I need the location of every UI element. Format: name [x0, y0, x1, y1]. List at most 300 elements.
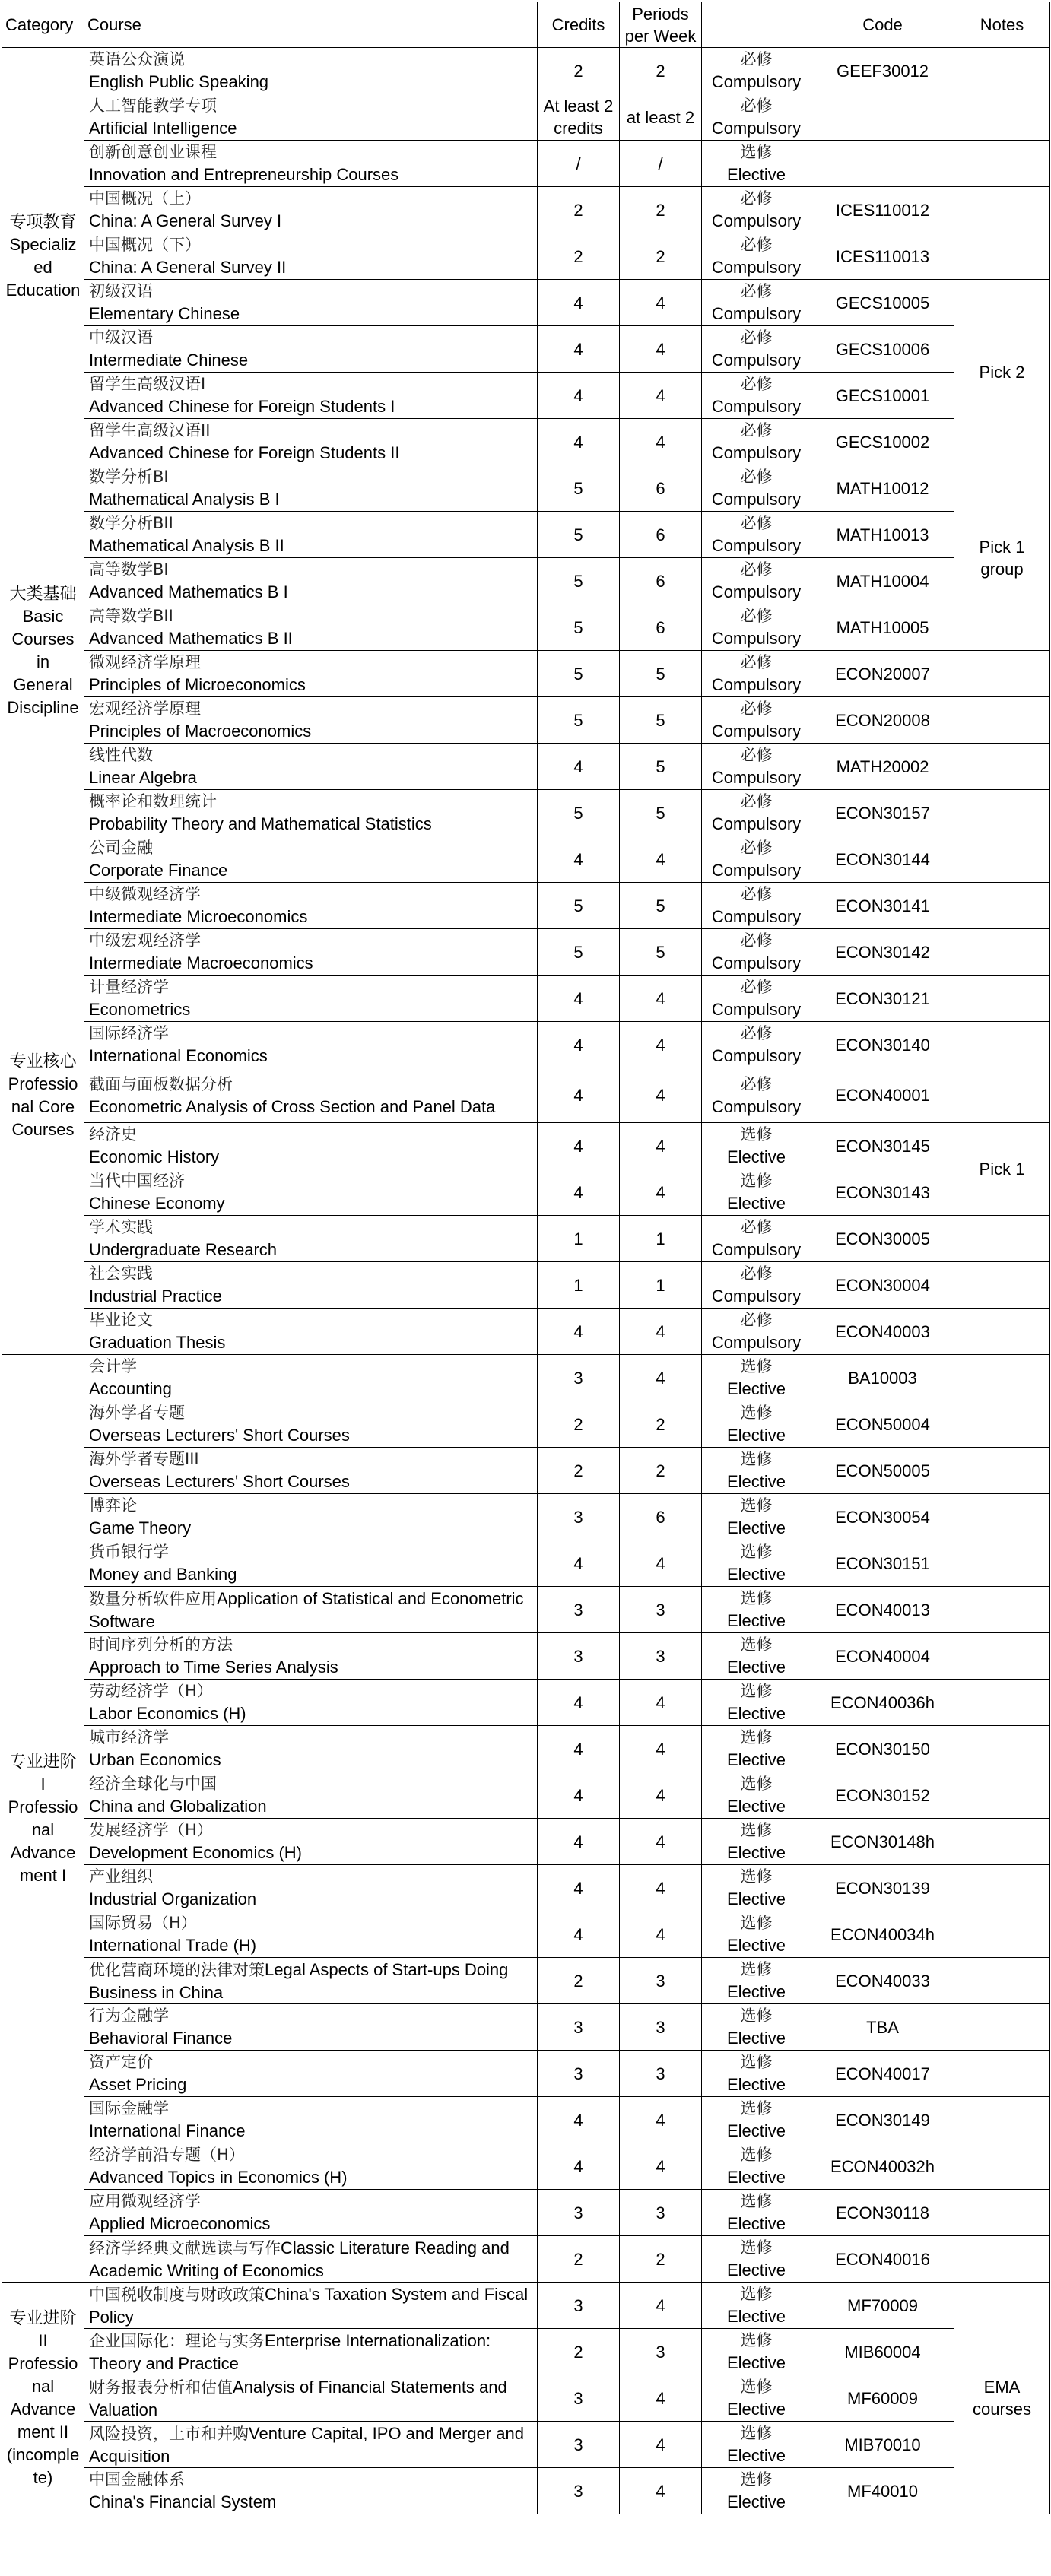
- course-type-cn: 选修: [740, 1589, 773, 1607]
- note-empty: [954, 790, 1050, 836]
- note-empty: [954, 2190, 1050, 2236]
- course-cell: [84, 744, 538, 790]
- credits-cell: 4: [538, 419, 620, 465]
- course-type-cell: [702, 1022, 811, 1068]
- course-type-en: Compulsory: [711, 629, 802, 648]
- course-type-cell: [702, 1540, 811, 1587]
- course-type-en: Compulsory: [711, 351, 802, 370]
- periods-cell: 4: [620, 2422, 702, 2468]
- course-type-cn: 选修: [740, 2378, 773, 2396]
- course-name-cn: 应用微观经济学: [89, 2192, 201, 2210]
- course-name-en: Behavioral Finance: [89, 2029, 233, 2048]
- category-label-line: 专业进阶: [9, 2308, 77, 2327]
- header-type: [702, 2, 811, 48]
- table-row: [2, 1262, 1050, 1309]
- table-row: [2, 1958, 1050, 2004]
- table-row: [2, 2283, 1050, 2329]
- course-type-en: Elective: [726, 1658, 786, 1677]
- course-name-cn: 人工智能教学专项: [89, 97, 217, 115]
- course-cell: [84, 976, 538, 1022]
- course-code-cell: GECS10006: [811, 326, 954, 373]
- course-code-cell: MATH10004: [811, 558, 954, 604]
- course-name-en: Principles of Microeconomics: [89, 675, 306, 694]
- table-row: [2, 1726, 1050, 1772]
- course-name-en: Undergraduate Research: [89, 1240, 278, 1259]
- credits-cell: 4: [538, 1123, 620, 1169]
- course-type-en: Compulsory: [711, 675, 802, 694]
- periods-cell: 4: [620, 976, 702, 1022]
- table-row: [2, 1772, 1050, 1819]
- course-type-en: Elective: [726, 1750, 786, 1769]
- course-cell: [84, 2190, 538, 2236]
- note-empty: [954, 651, 1050, 697]
- course-code-cell: ECON40032h: [811, 2143, 954, 2190]
- credits-cell: 4: [538, 2097, 620, 2143]
- course-type-cell: [702, 1587, 811, 1633]
- course-name-cn: 会计学: [89, 1357, 137, 1375]
- table-row: [2, 326, 1050, 373]
- course-name-cn: 企业国际化：理论与实务: [89, 2331, 265, 2350]
- table-row: [2, 48, 1050, 94]
- course-type-en: Elective: [726, 1194, 786, 1213]
- note-empty: [954, 2143, 1050, 2190]
- course-code-cell: ECON50004: [811, 1401, 954, 1448]
- course-name-en: China: A General Survey I: [89, 211, 282, 230]
- course-type-en: Elective: [726, 2075, 786, 2094]
- course-type-cn: 必修: [740, 607, 773, 625]
- course-type-cell: [702, 1958, 811, 2004]
- course-name-cn: 数量分析软件应用: [89, 1589, 217, 1608]
- course-name-en: Corporate Finance: [89, 861, 228, 880]
- course-type-cn: 必修: [740, 1311, 773, 1329]
- course-type-cell: [702, 512, 811, 558]
- header-periods: Periods per Week: [620, 2, 702, 48]
- course-name-en: Graduation Thesis: [89, 1333, 226, 1352]
- course-name: [89, 1959, 532, 2003]
- course-name-cn: 经济学经典文献选读与写作: [89, 2238, 281, 2257]
- course-type-en: Compulsory: [711, 211, 802, 230]
- course-type-cn: 选修: [740, 1635, 773, 1654]
- note-empty: [954, 1680, 1050, 1726]
- periods-cell: 4: [620, 280, 702, 326]
- course-cell: [84, 1401, 538, 1448]
- course-type-cell: [702, 2190, 811, 2236]
- course-type-cn: 选修: [740, 1821, 773, 1839]
- note-empty: [954, 1633, 1050, 1680]
- course-name-en: Advanced Topics in Economics (H): [89, 2168, 348, 2187]
- table-row: [2, 1022, 1050, 1068]
- course-code-cell: ECON40004: [811, 1633, 954, 1680]
- course-code-cell: GECS10005: [811, 280, 954, 326]
- course-type-cell: [702, 2143, 811, 2190]
- course-type-en: Elective: [726, 2029, 786, 2048]
- course-name-en: Labor Economics (H): [89, 1704, 246, 1723]
- course-name-en: Applied Microeconomics: [89, 2214, 271, 2233]
- course-name-cn: 城市经济学: [89, 1728, 169, 1746]
- table-row: [2, 2004, 1050, 2051]
- course-name-en: Venture Capital, IPO and Merger and Acquisition: [89, 2423, 524, 2466]
- note-ema: EMA courses: [954, 2283, 1050, 2514]
- course-type-cn: 选修: [740, 1496, 773, 1515]
- course-name: [89, 2237, 532, 2282]
- table-row: [2, 1169, 1050, 1216]
- course-cell: [84, 373, 538, 419]
- course-name-en: Overseas Lecturers' Short Courses: [89, 1472, 350, 1491]
- course-cell: [84, 1772, 538, 1819]
- course-name-en: Overseas Lecturers' Short Courses: [89, 1426, 350, 1445]
- category-basic-courses: [2, 465, 84, 836]
- course-cell: [84, 1216, 538, 1262]
- course-name-en: Advanced Mathematics B I: [89, 582, 288, 601]
- table-row: [2, 1309, 1050, 1355]
- credits-cell: 4: [538, 836, 620, 883]
- table-row: [2, 1819, 1050, 1865]
- note-empty: [954, 1587, 1050, 1633]
- note-empty: [954, 1958, 1050, 2004]
- credits-cell: 3: [538, 2283, 620, 2329]
- course-type-cn: 选修: [740, 143, 773, 161]
- periods-cell: 4: [620, 1068, 702, 1123]
- course-type-cell: [702, 651, 811, 697]
- periods-cell: 4: [620, 1540, 702, 1587]
- course-cell: [84, 326, 538, 373]
- course-name-en: Money and Banking: [89, 1565, 237, 1584]
- course-cell: [84, 465, 538, 512]
- periods-cell: 5: [620, 790, 702, 836]
- course-name-cn: 经济全球化与中国: [89, 1775, 217, 1793]
- course-name-en: Advanced Chinese for Foreign Students I: [89, 397, 395, 416]
- course-name-cn: 风险投资，上市和并购: [89, 2424, 249, 2443]
- course-name-en: Econometric Analysis of Cross Section and Panel Data: [89, 1096, 496, 1116]
- course-name-cn: 当代中国经济: [89, 1172, 185, 1190]
- table-row: [2, 1587, 1050, 1633]
- credits-cell: 5: [538, 558, 620, 604]
- credits-cell: 4: [538, 1726, 620, 1772]
- course-code-cell: MIB60004: [811, 2329, 954, 2375]
- table-row: [2, 233, 1050, 280]
- course-type-en: Compulsory: [711, 814, 802, 833]
- course-name-en: Urban Economics: [89, 1750, 221, 1769]
- periods-cell: 4: [620, 1355, 702, 1401]
- periods-cell: 3: [620, 2051, 702, 2097]
- course-name: [89, 2422, 532, 2467]
- course-type-cell: [702, 1494, 811, 1540]
- course-name-cn: 数学分析BI: [89, 468, 169, 486]
- course-type-cn: 选修: [740, 1867, 773, 1886]
- course-cell: [84, 1726, 538, 1772]
- course-code-cell: ECON50005: [811, 1448, 954, 1494]
- course-name-en: China's Taxation System and Fiscal Policy: [89, 2284, 529, 2327]
- note-pick1-group: Pick 1 group: [954, 465, 1050, 651]
- course-cell: [84, 1958, 538, 2004]
- note-empty: [954, 1540, 1050, 1587]
- course-name-en: Game Theory: [89, 1518, 192, 1537]
- course-name-cn: 数学分析BII: [89, 514, 173, 532]
- course-table: [2, 2, 1050, 2514]
- periods-cell: 2: [620, 1401, 702, 1448]
- course-type-cell: [702, 2051, 811, 2097]
- table-row: [2, 2143, 1050, 2190]
- course-name-en: Econometrics: [89, 1000, 191, 1019]
- course-name-en: Advanced Mathematics B II: [89, 629, 293, 648]
- course-type-cn: 选修: [740, 2470, 773, 2489]
- course-type-en: Compulsory: [711, 304, 802, 323]
- course-type-cell: [702, 94, 811, 141]
- course-code-cell: [811, 141, 954, 187]
- table-row: [2, 187, 1050, 233]
- note-empty: [954, 1865, 1050, 1911]
- credits-cell: 3: [538, 1494, 620, 1540]
- course-name-cn: 劳动经济学（H）: [89, 1682, 213, 1700]
- credits-cell: 4: [538, 1169, 620, 1216]
- note-empty: [954, 1911, 1050, 1958]
- course-name-en: Legal Aspects of Start-ups Doing Business in China: [89, 1959, 509, 2002]
- course-type-cn: 选修: [740, 1450, 773, 1468]
- table-row: [2, 836, 1050, 883]
- course-name-cn: 毕业论文: [89, 1311, 153, 1329]
- course-code-cell: MF70009: [811, 2283, 954, 2329]
- course-code-cell: ECON30141: [811, 883, 954, 929]
- course-name: [89, 1588, 532, 1632]
- table-row: [2, 883, 1050, 929]
- credits-cell: 4: [538, 744, 620, 790]
- credits-cell: 2: [538, 1958, 620, 2004]
- course-name-en: Industrial Organization: [89, 1889, 257, 1908]
- note-empty: [954, 1772, 1050, 1819]
- periods-cell: 3: [620, 2004, 702, 2051]
- course-cell: [84, 419, 538, 465]
- table-row: [2, 1865, 1050, 1911]
- course-type-en: Compulsory: [711, 582, 802, 601]
- course-code-cell: ECON30144: [811, 836, 954, 883]
- course-name-en: Application of Statistical and Econometric Software: [89, 1588, 524, 1631]
- course-type-cell: [702, 326, 811, 373]
- course-type-cell: [702, 1216, 811, 1262]
- course-code-cell: MATH10012: [811, 465, 954, 512]
- course-cell: [84, 1494, 538, 1540]
- credits-cell: 3: [538, 1355, 620, 1401]
- credits-cell: 4: [538, 976, 620, 1022]
- periods-cell: 6: [620, 512, 702, 558]
- course-name-cn: 国际贸易（H）: [89, 1914, 197, 1932]
- course-name-cn: 公司金融: [89, 839, 153, 857]
- course-type-cn: 选修: [740, 1172, 773, 1190]
- credits-cell: 4: [538, 326, 620, 373]
- course-code-cell: ECON30139: [811, 1865, 954, 1911]
- course-name-en: International Economics: [89, 1046, 268, 1065]
- course-type-en: Elective: [726, 1426, 786, 1445]
- credits-cell: 4: [538, 1819, 620, 1865]
- course-type-en: Elective: [726, 2307, 786, 2326]
- course-type-en: Compulsory: [711, 1286, 802, 1305]
- header-notes: Notes: [954, 2, 1050, 48]
- course-type-cn: 必修: [740, 931, 773, 950]
- table-row: [2, 790, 1050, 836]
- course-name-cn: 国际金融学: [89, 2099, 169, 2118]
- periods-cell: 3: [620, 2190, 702, 2236]
- course-type-en: Elective: [726, 1147, 786, 1166]
- table-row: [2, 651, 1050, 697]
- category-label-line: Advancement II: [10, 2400, 76, 2441]
- course-type-cn: 选修: [740, 2331, 773, 2349]
- table-row: [2, 280, 1050, 326]
- course-code-cell: ECON40016: [811, 2236, 954, 2283]
- course-code-cell: MATH10005: [811, 604, 954, 651]
- header-credits: Credits: [538, 2, 620, 48]
- course-cell: [84, 1262, 538, 1309]
- category-professional-advancement-1: [2, 1355, 84, 2283]
- table-row: [2, 1911, 1050, 1958]
- note-empty: [954, 1401, 1050, 1448]
- course-type-en: Compulsory: [711, 490, 802, 509]
- course-name-en: Asset Pricing: [89, 2075, 187, 2094]
- course-type-cn: 必修: [740, 236, 773, 254]
- category-label-line: Courses: [11, 1119, 75, 1139]
- course-type-cell: [702, 141, 811, 187]
- course-type-cn: 选修: [740, 2238, 773, 2257]
- course-cell: [84, 1169, 538, 1216]
- course-cell: [84, 187, 538, 233]
- course-code-cell: MATH20002: [811, 744, 954, 790]
- note-empty: [954, 1068, 1050, 1123]
- note-empty: [954, 48, 1050, 94]
- course-type-cn: 必修: [740, 328, 773, 347]
- course-cell: [84, 2097, 538, 2143]
- course-type-cell: [702, 2236, 811, 2283]
- course-name-en: Economic History: [89, 1147, 220, 1166]
- category-specialized-education: [2, 48, 84, 465]
- periods-cell: 6: [620, 1494, 702, 1540]
- course-type-en: Elective: [726, 1797, 786, 1816]
- course-name-cn: 产业组织: [89, 1867, 153, 1886]
- periods-cell: 2: [620, 1448, 702, 1494]
- periods-cell: 4: [620, 2097, 702, 2143]
- course-cell: [84, 1587, 538, 1633]
- course-name: [89, 2376, 532, 2421]
- course-type-cn: 必修: [740, 514, 773, 532]
- course-type-cn: 选修: [740, 1125, 773, 1144]
- course-name-cn: 计量经济学: [89, 978, 169, 996]
- course-type-cn: 必修: [740, 792, 773, 811]
- course-cell: [84, 1068, 538, 1123]
- course-type-en: Elective: [726, 2400, 786, 2419]
- course-type-cell: [702, 1911, 811, 1958]
- category-label-line: Courses: [11, 629, 75, 649]
- note-empty: [954, 929, 1050, 976]
- header-course: Course: [84, 2, 538, 48]
- note-empty: [954, 1216, 1050, 1262]
- periods-cell: 4: [620, 326, 702, 373]
- course-type-en: Compulsory: [711, 1046, 802, 1065]
- course-cell: [84, 697, 538, 744]
- course-type-cn: 必修: [740, 282, 773, 300]
- course-type-cell: [702, 2468, 811, 2514]
- course-name-cn: 中国税收制度与财政政策: [89, 2285, 265, 2304]
- course-type-cell: [702, 697, 811, 744]
- course-name-en: Analysis of Financial Statements and Valuation: [89, 2377, 507, 2419]
- course-cell: [84, 929, 538, 976]
- credits-cell: 2: [538, 48, 620, 94]
- credits-cell: 3: [538, 1633, 620, 1680]
- credits-cell: 3: [538, 2422, 620, 2468]
- periods-cell: 4: [620, 2468, 702, 2514]
- category-label-line: I: [40, 1774, 46, 1794]
- course-code-cell: ICES110013: [811, 233, 954, 280]
- course-cell: [84, 2051, 538, 2097]
- course-type-cell: [702, 1068, 811, 1123]
- course-type-cell: [702, 2004, 811, 2051]
- note-empty: [954, 744, 1050, 790]
- credits-cell: 3: [538, 2468, 620, 2514]
- course-cell: [84, 1540, 538, 1587]
- course-code-cell: ECON30142: [811, 929, 954, 976]
- course-name-cn: 微观经济学原理: [89, 653, 201, 671]
- table-row: [2, 1494, 1050, 1540]
- table-row: [2, 604, 1050, 651]
- table-row: [2, 1540, 1050, 1587]
- course-type-cell: [702, 419, 811, 465]
- course-type-cn: 必修: [740, 746, 773, 764]
- table-row: [2, 2236, 1050, 2283]
- table-row: [2, 558, 1050, 604]
- note-empty: [954, 883, 1050, 929]
- credits-cell: 2: [538, 2329, 620, 2375]
- table-row: [2, 465, 1050, 512]
- course-type-cell: [702, 1680, 811, 1726]
- category-label-line: Professional Core: [8, 1074, 78, 1116]
- table-row: [2, 2468, 1050, 2514]
- category-label-line: 专业核心: [9, 1051, 77, 1071]
- course-code-cell: ECON30149: [811, 2097, 954, 2143]
- table-row: [2, 1355, 1050, 1401]
- table-row: [2, 512, 1050, 558]
- course-type-en: Compulsory: [711, 1000, 802, 1019]
- course-name-en: Probability Theory and Mathematical Statistics: [89, 814, 432, 833]
- course-code-cell: ECON30148h: [811, 1819, 954, 1865]
- credits-cell: 4: [538, 1309, 620, 1355]
- note-empty: [954, 2236, 1050, 2283]
- course-cell: [84, 2236, 538, 2283]
- course-name-cn: 英语公众演说: [89, 50, 185, 68]
- periods-cell: 2: [620, 187, 702, 233]
- course-code-cell: MIB70010: [811, 2422, 954, 2468]
- periods-cell: 6: [620, 558, 702, 604]
- course-cell: [84, 651, 538, 697]
- credits-cell: 5: [538, 883, 620, 929]
- course-code-cell: MF40010: [811, 2468, 954, 2514]
- note-pick2: Pick 2: [954, 280, 1050, 465]
- table-row: [2, 2051, 1050, 2097]
- course-type-en: Compulsory: [711, 536, 802, 555]
- course-code-cell: ECON40017: [811, 2051, 954, 2097]
- course-type-cell: [702, 1633, 811, 1680]
- course-type-en: Compulsory: [711, 722, 802, 741]
- header-code: Code: [811, 2, 954, 48]
- course-type-cell: [702, 373, 811, 419]
- course-name-cn: 中级宏观经济学: [89, 931, 201, 950]
- course-cell: [84, 2375, 538, 2422]
- course-code-cell: GEEF30012: [811, 48, 954, 94]
- course-type-cn: 选修: [740, 1682, 773, 1700]
- course-name-cn: 货币银行学: [89, 1543, 169, 1561]
- course-name-en: Mathematical Analysis B II: [89, 536, 284, 555]
- course-type-cn: 选修: [740, 1775, 773, 1793]
- periods-cell: 3: [620, 1633, 702, 1680]
- category-label-line: 专项教育: [9, 212, 77, 231]
- course-cell: [84, 1819, 538, 1865]
- category-professional-core: [2, 836, 84, 1355]
- course-type-en: Compulsory: [711, 1333, 802, 1352]
